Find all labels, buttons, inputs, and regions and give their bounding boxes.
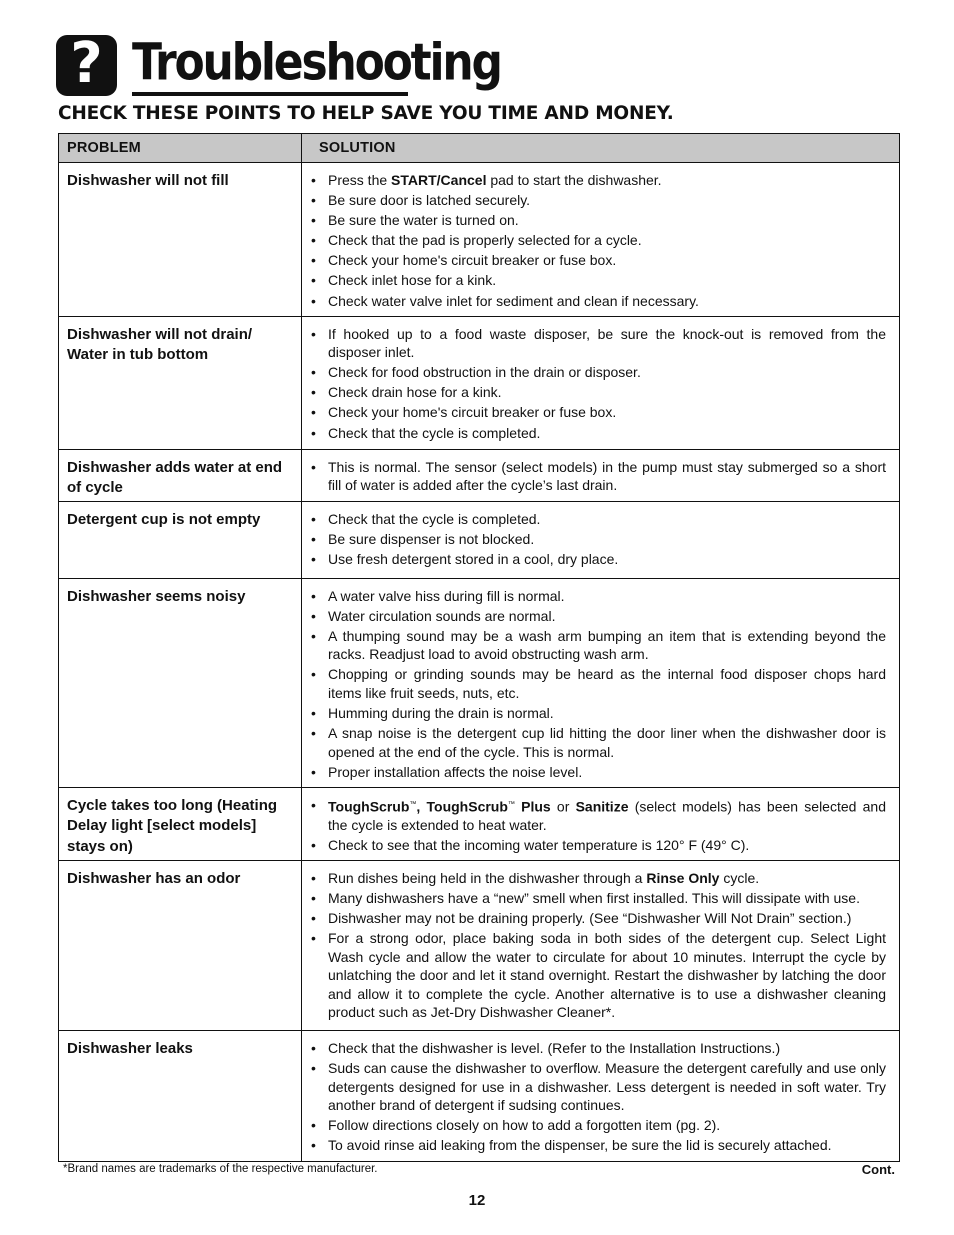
table-row: [59, 501, 900, 578]
solution-text: Press the: [328, 172, 392, 188]
solution-item: [311, 869, 886, 888]
problem-cell: Dishwasher has an odor: [59, 861, 302, 1031]
solution-text: ™: [409, 800, 417, 808]
table-body: [59, 163, 900, 1162]
solution-text: Check water valve inlet for sediment and clean if necessary.: [328, 292, 699, 309]
solution-item: [311, 665, 886, 702]
solution-item: [311, 1059, 886, 1115]
solution-text: This is normal. The sensor (select models) in the pump must stay submerged so a short fill of water is added after the cycle’s last drain.: [328, 458, 886, 494]
solution-text: pad to start the dishwasher.: [486, 172, 662, 188]
solution-item: [311, 424, 886, 443]
solution-item: [311, 607, 886, 626]
solution-text: Check that the dishwasher is level. (Refer to the Installation Instructions.): [328, 1040, 781, 1057]
problem-cell: Dishwasher adds water at end of cycle: [59, 449, 302, 501]
solution-text: Check drain hose for a kink.: [328, 384, 502, 401]
question-mark-icon: ?: [56, 35, 117, 96]
solution-item: [311, 1039, 886, 1058]
page-number: 12: [468, 1192, 486, 1209]
bullet-icon: •: [311, 837, 316, 854]
solution-text: Check your home's circuit breaker or fuse box.: [328, 252, 617, 269]
solution-text: Check that the cycle is completed.: [328, 424, 541, 441]
solution-text: Follow directions closely on how to add a forgotten item (pg. 2).: [328, 1117, 721, 1134]
solution-item: [311, 403, 886, 422]
solution-text: Humming during the drain is normal.: [328, 705, 554, 722]
solution-item: [311, 271, 886, 290]
solution-cell: [302, 163, 900, 317]
solution-text: Proper installation affects the noise level.: [328, 763, 583, 780]
table-row: [59, 861, 900, 1031]
solution-cell: [302, 1031, 900, 1162]
solution-item: [311, 763, 886, 782]
bullet-icon: •: [311, 232, 316, 249]
bullet-icon: •: [311, 1060, 316, 1077]
solution-text: To avoid rinse aid leaking from the dispenser, be sure the lid is securely attached.: [328, 1137, 832, 1154]
solution-item: [311, 363, 886, 382]
bullet-icon: •: [311, 725, 316, 742]
solution-text: cycle.: [719, 870, 760, 887]
bullet-icon: •: [311, 627, 316, 644]
solution-text: For a strong odor, place baking soda in both sides of the detergent cup. Select Light Wash cycle and allow the water to circulate for about 10 minutes. Interrupt the cycle by unlatching the door and let it stand overnight. Restart the dishwasher by latching the door and allow it to complete the cycle. Another alternative is to use a dishwasher cleaning product such as Jet-Dry Dishwasher Cleaner*.: [328, 930, 886, 1021]
table-row: [59, 449, 900, 501]
solution-item: [311, 627, 886, 664]
solution-list: [311, 796, 886, 855]
solution-item: [311, 1136, 886, 1155]
solution-item: [311, 796, 886, 835]
bullet-icon: •: [311, 930, 316, 947]
title-underline: [132, 92, 408, 96]
table-row: [59, 163, 900, 317]
page-title: Troubleshooting: [132, 33, 501, 93]
solution-text: Chopping or grinding sounds may be heard as the internal food disposer chops hard items like fruit seeds, nuts, etc.: [328, 666, 886, 701]
solution-item: [311, 724, 886, 761]
problem-cell: Dishwasher will not fill: [59, 163, 302, 317]
solution-text: Check inlet hose for a kink.: [328, 272, 497, 289]
solution-item: [311, 929, 886, 1022]
bullet-icon: •: [311, 1040, 316, 1057]
table-header-row: [59, 134, 900, 163]
table-row: [59, 787, 900, 860]
solution-item: [311, 1116, 886, 1135]
solution-item: [311, 909, 886, 928]
solution-text: Plus: [514, 798, 551, 815]
bullet-icon: •: [311, 530, 316, 547]
solution-text: Rinse Only: [646, 870, 720, 887]
solution-text: Check to see that the incoming water temperature is 120° F (49° C).: [328, 837, 750, 854]
solution-text: ™: [507, 800, 515, 808]
solution-cell: [302, 578, 900, 787]
solution-text: Check that the cycle is completed.: [328, 510, 541, 527]
problem-cell: Dishwasher leaks: [59, 1031, 302, 1162]
solution-cell: [302, 316, 900, 449]
bullet-icon: •: [311, 384, 316, 401]
solution-text: Sanitize: [575, 798, 629, 815]
bullet-icon: •: [311, 587, 316, 604]
bullet-icon: •: [311, 1117, 316, 1134]
solution-text: ToughScrub: [328, 798, 410, 815]
bullet-icon: •: [311, 796, 316, 813]
solution-text: Suds can cause the dishwasher to overflow. Measure the detergent carefully and use only detergents designed for use in a dishwasher. Less detergent is needed in soft water. Try another brand of detergent if sudsing continues.: [328, 1060, 886, 1114]
solution-item: [311, 292, 886, 311]
trademark-footnote: *Brand names are trademarks of the respective manufacturer.: [63, 1163, 378, 1175]
solution-cell: [302, 449, 900, 501]
solution-text: or: [550, 798, 576, 815]
solution-cell: [302, 787, 900, 860]
solution-list: [311, 510, 886, 569]
table-row: [59, 1031, 900, 1162]
section-subtitle: CHECK THESE POINTS TO HELP SAVE YOU TIME AND MONEY.: [58, 103, 674, 124]
bullet-icon: •: [311, 666, 316, 683]
bullet-icon: •: [311, 763, 316, 780]
solution-item: [311, 836, 886, 855]
solution-column-header: SOLUTION: [302, 134, 900, 163]
solution-text: ToughScrub: [426, 798, 508, 815]
solution-list: [311, 587, 886, 782]
bullet-icon: •: [311, 424, 316, 441]
solution-text: Water circulation sounds are normal.: [328, 607, 556, 624]
bullet-icon: •: [311, 607, 316, 624]
problem-column-header: PROBLEM: [59, 134, 302, 163]
bullet-icon: •: [311, 212, 316, 229]
solution-cell: [302, 861, 900, 1031]
continued-label: Cont.: [861, 1162, 895, 1177]
bullet-icon: •: [311, 705, 316, 722]
bullet-icon: •: [311, 272, 316, 289]
bullet-icon: •: [311, 458, 316, 475]
solution-item: [311, 231, 886, 250]
bullet-icon: •: [311, 172, 316, 188]
bullet-icon: •: [311, 1137, 316, 1154]
solution-text: A snap noise is the detergent cup lid hitting the door liner when the dishwasher door is opened at the end of the cycle. This is normal.: [328, 725, 886, 760]
problem-cell: Dishwasher seems noisy: [59, 578, 302, 787]
solution-text: Be sure the water is turned on.: [328, 212, 519, 229]
solution-list: [311, 325, 886, 442]
solution-text: If hooked up to a food waste disposer, be sure the knock-out is removed from the disposer inlet.: [328, 325, 886, 361]
solution-list: [311, 1039, 886, 1155]
bullet-icon: •: [311, 404, 316, 421]
solution-item: [311, 510, 886, 529]
solution-list: [311, 869, 886, 1022]
problem-cell: Cycle takes too long (Heating Delay light [select models] stays on): [59, 787, 302, 860]
troubleshooting-table: [58, 133, 900, 1162]
table-row: [59, 316, 900, 449]
solution-text: (select models) has been selected and the cycle is extended to heat water.: [328, 798, 886, 833]
solution-item: [311, 251, 886, 270]
table-row: [59, 578, 900, 787]
problem-cell: Dishwasher will not drain/ Water in tub bottom: [59, 316, 302, 449]
solution-list: [311, 458, 886, 495]
bullet-icon: •: [311, 252, 316, 269]
solution-text: A water valve hiss during fill is normal.: [328, 587, 565, 604]
solution-text: Run dishes being held in the dishwasher through a: [328, 870, 647, 887]
problem-cell: Detergent cup is not empty: [59, 501, 302, 578]
page-header: [56, 31, 501, 98]
solution-item: [311, 587, 886, 606]
solution-text: START/Cancel: [391, 172, 487, 188]
solution-item: [311, 191, 886, 210]
solution-item: [311, 704, 886, 723]
solution-item: [311, 530, 886, 549]
bullet-icon: •: [311, 192, 316, 209]
solution-text: Be sure dispenser is not blocked.: [328, 530, 535, 547]
bullet-icon: •: [311, 550, 316, 567]
solution-text: Check for food obstruction in the drain or disposer.: [328, 364, 641, 381]
solution-text: Dishwasher may not be draining properly. (See “Dishwasher Will Not Drain” section.): [328, 910, 852, 927]
solution-item: [311, 383, 886, 402]
bullet-icon: •: [311, 292, 316, 309]
solution-item: [311, 550, 886, 569]
solution-item: [311, 325, 886, 362]
bullet-icon: •: [311, 870, 316, 887]
bullet-icon: •: [311, 510, 316, 527]
bullet-icon: •: [311, 890, 316, 907]
solution-text: A thumping sound may be a wash arm bumping an item that is extending beyond the racks. Readjust load to avoid obstructing wash arm.: [328, 627, 886, 663]
solution-item: [311, 171, 886, 190]
solution-text: Use fresh detergent stored in a cool, dry place.: [328, 550, 619, 567]
solution-text: Be sure door is latched securely.: [328, 192, 531, 209]
solution-text: Check that the pad is properly selected for a cycle.: [328, 232, 642, 249]
bullet-icon: •: [311, 364, 316, 381]
bullet-icon: •: [311, 325, 316, 342]
solution-item: [311, 211, 886, 230]
solution-item: [311, 889, 886, 908]
solution-text: Many dishwashers have a “new” smell when first installed. This will dissipate with use.: [328, 890, 860, 907]
solution-text: Check your home's circuit breaker or fuse box.: [328, 404, 617, 421]
bullet-icon: •: [311, 910, 316, 927]
solution-text: ,: [416, 798, 427, 815]
solution-cell: [302, 501, 900, 578]
solution-item: [311, 458, 886, 495]
solution-list: [311, 171, 886, 310]
